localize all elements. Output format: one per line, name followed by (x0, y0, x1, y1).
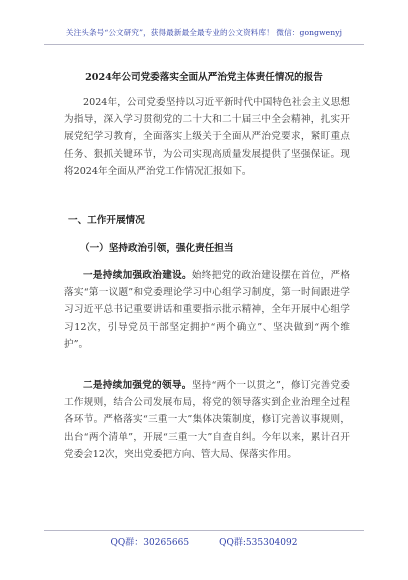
header-notice: 关注头条号“公文研究”，获得最新最全最专业的公文资料库！ 微信：gongwenyj (65, 28, 343, 37)
paragraph-party-leadership (64, 377, 350, 463)
document-title: 2024年公司党委落实全面从严治党主体责任情况的报告 (85, 72, 323, 83)
paragraph-body: 坚持“两个一以贯之”，修订完善党委工作规则，结合公司发展布局，将党的领导落实到企业治理全过程各环节。严格落实“三重一大”集体决策制度，修订完善议事规则，出台“两个清单”，开展“三重一大”自查自纠。今年以来，累计召开党委会12次，突出党委把方向、管大局、保落实作用。 (64, 380, 351, 460)
footer-divider (44, 530, 364, 531)
header-divider (44, 44, 364, 45)
qq-group-2: QQ群:535304092 (219, 538, 298, 548)
footer-contact (0, 535, 408, 548)
paragraph-political-building (64, 267, 350, 353)
qq-group-1: QQ群：30265665 (110, 538, 190, 548)
paragraph-lead: 二是持续加强党的领导。 (83, 380, 192, 391)
section-heading: 一、工作开展情况 (68, 215, 145, 226)
subsection-heading: （一）坚持政治引领，强化责任担当 (80, 243, 234, 254)
paragraph-lead: 一是持续加强政治建设。 (83, 270, 192, 281)
paragraph-body: 始终把党的政治建设摆在首位，严格落实“第一议题”和党委理论学习中心组学习制度，第一时间跟进学习习近平总书记重要讲话和重要指示批示精神，全年开展中心组学习12次，引导党员干部坚定拥护“两个确立”、坚决做到“两个维护”。 (64, 270, 351, 350)
intro-paragraph: 2024年，公司党委坚持以习近平新时代中国特色社会主义思想为指导，深入学习贯彻党的二十大和二十届三中全会精神，扎实开展党纪学习教育，全面落实上级关于全面从严治党要求，紧盯重点任务、狠抓关键环节，为公司实现高质量发展提供了坚强保证。现将2024年全面从严治党工作情况汇报如下。 (64, 97, 350, 177)
